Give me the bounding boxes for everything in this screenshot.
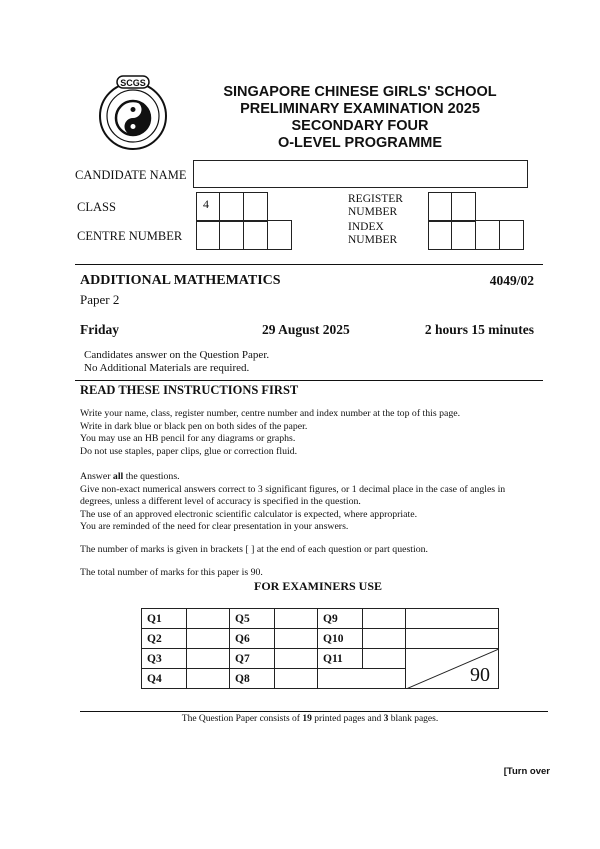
mark-cell[interactable] — [363, 609, 406, 629]
question-label: Q11 — [318, 649, 363, 669]
total-marks: 90 — [470, 664, 490, 686]
table-row — [142, 649, 499, 669]
class-field[interactable] — [196, 192, 268, 222]
candidate-name-field[interactable] — [193, 160, 528, 188]
index-cell[interactable] — [500, 220, 524, 250]
index-number-field[interactable] — [428, 220, 524, 250]
table-row — [142, 609, 499, 629]
index-cell[interactable] — [428, 220, 452, 250]
question-label: Q6 — [230, 629, 275, 649]
centre-number-field[interactable] — [196, 220, 292, 250]
mark-cell[interactable] — [187, 669, 230, 689]
question-label: Q2 — [142, 629, 187, 649]
register-number-label: REGISTER NUMBER — [348, 193, 403, 218]
mark-cell[interactable] — [406, 609, 499, 629]
class-cell[interactable] — [244, 192, 268, 222]
examiners-table — [141, 608, 499, 689]
mark-cell[interactable] — [187, 609, 230, 629]
question-label: Q4 — [142, 669, 187, 689]
class-cell[interactable] — [220, 192, 244, 222]
mark-cell[interactable] — [275, 629, 318, 649]
mark-cell[interactable] — [275, 609, 318, 629]
question-label: Q9 — [318, 609, 363, 629]
divider — [80, 711, 548, 712]
turn-over: [Turn over — [503, 766, 550, 777]
register-cell[interactable] — [428, 192, 452, 222]
register-number-field[interactable] — [428, 192, 476, 222]
index-cell[interactable] — [452, 220, 476, 250]
question-label: Q10 — [318, 629, 363, 649]
class-cell[interactable]: 4 — [196, 192, 220, 222]
total-note: The total number of marks for this paper is 90. — [80, 567, 263, 578]
programme-title: O-LEVEL PROGRAMME — [277, 135, 443, 151]
centre-cell[interactable] — [220, 220, 244, 250]
paper-number: Paper 2 — [80, 292, 120, 307]
answer-all-line: Answer all the questions. — [80, 471, 180, 482]
instructions-heading: READ THESE INSTRUCTIONS FIRST — [80, 383, 299, 397]
centre-cell[interactable] — [268, 220, 292, 250]
examiners-heading: FOR EXAMINERS USE — [254, 579, 383, 593]
mark-cell[interactable] — [363, 629, 406, 649]
subject-title: ADDITIONAL MATHEMATICS — [80, 273, 281, 288]
table-row — [142, 629, 499, 649]
question-label: Q3 — [142, 649, 187, 669]
crest-text: SCGS — [120, 78, 146, 88]
index-cell[interactable] — [476, 220, 500, 250]
register-cell[interactable] — [452, 192, 476, 222]
mark-cell[interactable] — [406, 629, 499, 649]
mark-cell[interactable] — [363, 649, 406, 669]
exam-duration: 2 hours 15 minutes — [424, 322, 534, 337]
school-name: SINGAPORE CHINESE GIRLS' SCHOOL — [223, 84, 497, 100]
question-label: Q8 — [230, 669, 275, 689]
candidate-notes: Candidates answer on the Question Paper. No Additional Materials are required. — [84, 349, 270, 374]
divider — [75, 380, 543, 381]
mark-cell[interactable] — [275, 649, 318, 669]
instructions-block-1: Write your name, class, register number, centre number and index number at the top of this page. Write in dark blue or black pen on both sides of the paper. You may use an HB pencil for any diagrams or graphs. Do not use staples, paper clips, glue or correction fluid. — [80, 408, 461, 457]
question-label: Q5 — [230, 609, 275, 629]
centre-cell[interactable] — [244, 220, 268, 250]
level-title: SECONDARY FOUR — [291, 118, 429, 134]
exam-day: Friday — [80, 322, 119, 337]
question-label: Q7 — [230, 649, 275, 669]
exam-title: PRELIMINARY EXAMINATION 2025 — [240, 101, 480, 117]
mark-cell[interactable] — [187, 629, 230, 649]
class-label: CLASS — [77, 200, 116, 214]
question-label: Q1 — [142, 609, 187, 629]
marks-note: The number of marks is given in brackets [ ] at the end of each question or part question. — [80, 544, 428, 555]
page-count-note: The Question Paper consists of 19 printed pages and 3 blank pages. — [181, 714, 439, 724]
mark-cell[interactable] — [275, 669, 318, 689]
subject-code: 4049/02 — [489, 273, 534, 288]
exam-date: 29 August 2025 — [262, 322, 350, 337]
empty-cell — [318, 669, 406, 689]
mark-cell[interactable] — [187, 649, 230, 669]
instructions-block-2: Answer all the questions. Give non-exact numerical answers correct to 3 significant figures, or 1 decimal place in the case of angles in degrees, unless a different level of accuracy is specified in the question. The use of an approved electronic scientific calculator is expected, where appropriate. You are reminded of the need for clear presentation in your answers. — [80, 471, 506, 532]
index-number-label: INDEX NUMBER — [348, 221, 398, 246]
candidate-name-label: CANDIDATE NAME — [75, 168, 187, 182]
total-cell[interactable] — [406, 649, 499, 689]
centre-cell[interactable] — [196, 220, 220, 250]
centre-number-label: CENTRE NUMBER — [77, 229, 183, 243]
divider — [75, 264, 543, 265]
